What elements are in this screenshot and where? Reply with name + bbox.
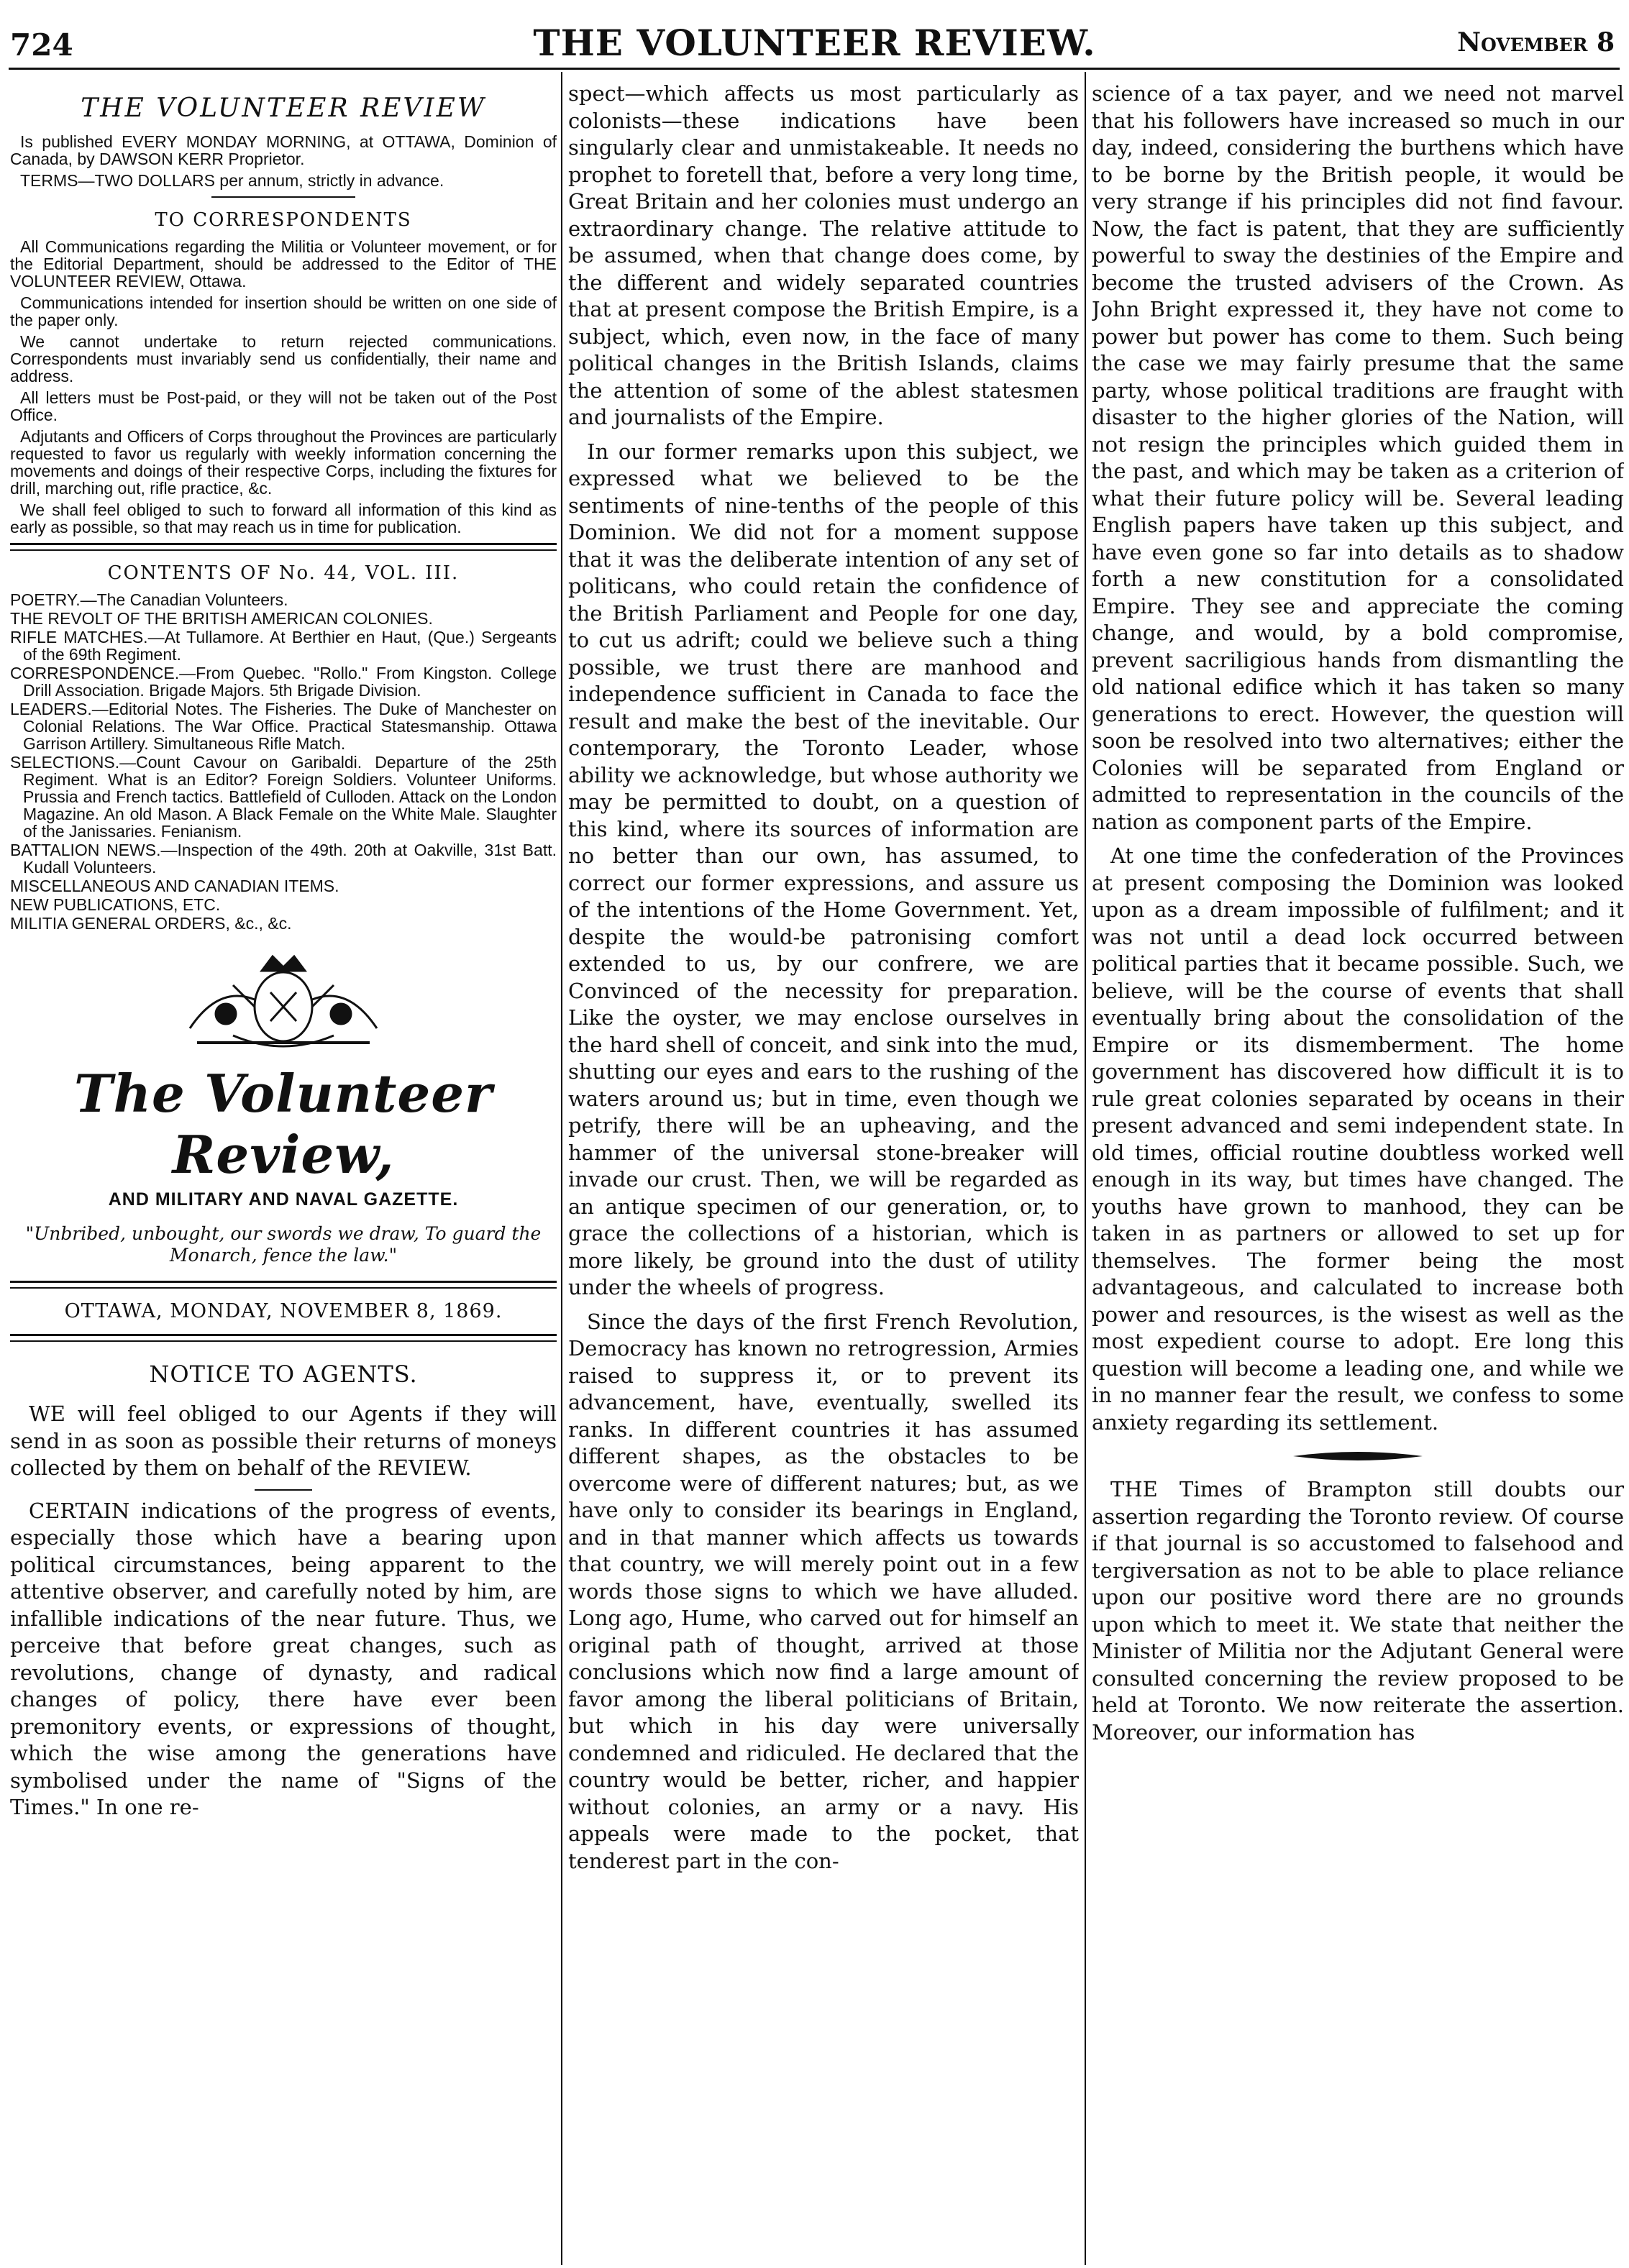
- running-title: THE VOLUNTEER REVIEW.: [533, 22, 1096, 64]
- column-3: [1092, 81, 1624, 2267]
- contents-item: BATTALION NEWS.—Inspection of the 49th. 20th at Oakville, 31st Batt. Kudall Volunteers.: [10, 841, 557, 877]
- editorial-paragraph: THE Times of Brampton still doubts our assertion regarding the Toronto review. Of course if that journal is so accustomed to falsehood and tergiversation as not to be able to place reliance upon our positive word there are no grounds upon which to meet it. We state that neither the Minister of Militia nor the Adjutant General were consulted concerning the review proposed to be held at Toronto. We now reiterate the assertion. Moreover, our information has: [1092, 1477, 1624, 1745]
- correspondents-paragraph: Adjutants and Officers of Corps throughout the Provinces are particularly requested to favor us regularly with weekly information concerning the movements and doings of their respective Corps, including the fixtures for drill, marching out, rifle practice, &c.: [10, 427, 557, 498]
- editorial-paragraph: Since the days of the first French Revolution, Democracy has known no retrogression, Armies raised to suppress it, or to prevent its advancement, have, eventually, swelled its ranks. In different countries it has assumed different shapes, as the obstacles to be overcome were of different natures; but, as we have only to consider its bearings in England, and in that manner which affects us towards that country, we will merely point out in a few words those signs to which we have alluded. Long ago, Hume, who carved out for himself an original path of thought, arrived at those conclusions which now find a large amount of favor among the liberal politicians of Britain, but which in his day were universally condemned and ridiculed. He declared that the country would be better, richer, and happier without colonies, an army or a navy. His appeals were made to the pocket, that tenderest part in the con-: [568, 1309, 1079, 1873]
- masthead-title: The Volunteer Review,: [74, 1063, 493, 1185]
- contents-item: NEW PUBLICATIONS, ETC.: [10, 895, 221, 914]
- editorial-paragraph: At one time the confederation of the Provinces at present composing the Dominion was looked upon as a dream impossible of fulfilment; and it was not until a dead lock occurred between political parties that it became possible. Such, we believe, will be the course of events that shall eventually bring about the consolidation of the Empire or its dismemberment. The home government has discovered how difficult it is to rule great colonies separated by oceans in their present advanced and semi independent state. In old times, official routine doubtless worked well enough in its way, but times have changed. The youths have grown to manhood, they can be taken in as partners or allowed to set up for themselves. The former being the most advantageous, and calculated to increase both power and resources, is the wisest as well as the most expedient course to adopt. Ere long this question will become a leading one, and while we in no manner fear the result, we confess to some anxiety regarding its settlement.: [1092, 843, 1624, 1435]
- motto: "Unbribed, unbought, our swords we draw, To guard the Monarch, fence the law.": [25, 1223, 542, 1266]
- editorial-paragraph: spect—which affects us most particularly as colonists—these indications have been singularly clear and unmistakeable. It needs no prophet to foretell that, before a very long time, Great Britain and her colonies must undergo an extraordinary change. The relative attitude to be assumed, when that change does come, by the different and widely separated countries that at present compose the British Empire, is a subject, which, even now, in the face of many political changes in the British Islands, claims the attention of some of the ablest statesmen and journalists of the Empire.: [568, 81, 1079, 429]
- column-divider-1: [561, 72, 562, 2265]
- notice-title: NOTICE TO AGENTS.: [149, 1361, 418, 1388]
- contents-item: MISCELLANEOUS AND CANADIAN ITEMS.: [10, 877, 339, 895]
- column-divider-2: [1085, 72, 1086, 2265]
- correspondents-paragraph: We shall feel obliged to such to forward all information of this kind as early as possible, so that may reach us in time for publication.: [10, 500, 557, 536]
- masthead-subtitle: AND MILITARY AND NAVAL GAZETTE.: [108, 1189, 459, 1210]
- page-number: 724: [10, 27, 73, 63]
- editorial-paragraph: CERTAIN indications of the progress of events, especially those which have a bearing upon political circumstances, being apparent to the attentive observer, and carefully noted by him, are infallible indications of the near future. Thus, we perceive that before great changes, such as revolutions, change of dynasty, and radical changes of policy, there have ever been premonitory events, or expressions of thought, which the wise among the generations have symbolised under the name of "Signs of the Times." In one re-: [10, 1498, 557, 1819]
- contents-heading: CONTENTS OF No. 44, VOL. III.: [107, 562, 460, 584]
- double-rule: [10, 1334, 557, 1342]
- royal-arms-crest-icon: [147, 942, 420, 1057]
- section-separator-icon: [1293, 1449, 1423, 1463]
- correspondents-heading: TO CORRESPONDENTS: [155, 209, 412, 231]
- running-date: November 8: [1457, 27, 1615, 58]
- publisher-title: THE VOLUNTEER REVIEW: [81, 93, 486, 123]
- page-header: [0, 14, 1629, 65]
- editorial-paragraph: science of a tax payer, and we need not marvel that his followers have increased so much in our day, indeed, considering the burthens which have to be borne by the British people, it would be very strange if his principles did not find favour. Now, the fact is patent, that they are sufficiently powerful to sway the destinies of the Empire and become the trusted advisers of the Crown. As John Bright expressed it, they have not come to power but power has come to them. Such being the case we may fairly presume that the same party, whose political traditions are fraught with disaster to the higher glories of the Nation, will not resign the principles which guided them in the past, and which may be taken as a criterion of what their future policy will be. Several leading English papers have taken up this subject, and have even gone so far into details as to shadow forth a new constitution for a consolidated Empire. They see and appreciate the coming change, and would, by a bold compromise, prevent sacriligious hands from dismantling the old national edifice which it has taken so many generations to erect. However, the question will soon be resolved into two alternatives; either the Colonies will be separated from England or admitted to representation in the councils of the nation as component parts of the Empire.: [1092, 81, 1624, 834]
- dateline: OTTAWA, MONDAY, NOVEMBER 8, 1869.: [64, 1300, 503, 1322]
- contents-item: MILITIA GENERAL ORDERS, &c., &c.: [10, 914, 292, 933]
- column-1: [10, 81, 557, 2267]
- contents-item: RIFLE MATCHES.—At Tullamore. At Berthier en Haut, (Que.) Sergeants of the 69th Regiment.: [10, 628, 557, 664]
- header-rule: [9, 68, 1620, 70]
- correspondents-paragraph: All letters must be Post-paid, or they will not be taken out of the Post Office.: [10, 388, 557, 424]
- subscription-terms: TERMS—TWO DOLLARS per annum, strictly in advance.: [20, 171, 444, 190]
- contents-item: LEADERS.—Editorial Notes. The Fisheries. The Duke of Manchester on Colonial Relations. The War Office. Practical Statesmanship. Ottawa Garrison Artillery. Simultaneous Rifle Match.: [10, 700, 557, 753]
- separator: [255, 1489, 312, 1491]
- correspondents-notes: [10, 238, 557, 536]
- correspondents-paragraph: We cannot undertake to return rejected communications. Correspondents must invariably send us confidentially, their name and address.: [10, 332, 557, 385]
- double-rule: [10, 543, 557, 551]
- correspondents-paragraph: Communications intended for insertion should be written on one side of the paper only.: [10, 293, 557, 329]
- column-2: [568, 81, 1079, 2267]
- contents-list: [10, 591, 557, 932]
- publisher-info: Is published EVERY MONDAY MORNING, at OTTAWA, Dominion of Canada, by DAWSON KERR Proprietor.: [10, 132, 557, 168]
- notice-text: WE will feel obliged to our Agents if they will send in as soon as possible their returns of moneys collected by them on behalf of the REVIEW.: [10, 1402, 557, 1480]
- separator: [211, 196, 355, 198]
- contents-item: POETRY.—The Canadian Volunteers.: [10, 590, 288, 609]
- contents-item: THE REVOLT OF THE BRITISH AMERICAN COLONIES.: [10, 609, 433, 628]
- contents-item: CORRESPONDENCE.—From Quebec. "Rollo." From Kingston. College Drill Association. Brigade Majors. 5th Brigade Division.: [10, 664, 557, 700]
- contents-item: SELECTIONS.—Count Cavour on Garibaldi. Departure of the 25th Regiment. What is an Editor? Foreign Soldiers. Volunteer Uniforms. Prussia and French tactics. Battlefield of Culloden. Attack on the London Magazine. An old Mason. A Black Female on the White Male. Slaughter of the Janissaries. Fenianism.: [10, 753, 557, 841]
- double-rule: [10, 1281, 557, 1289]
- editorial-paragraph: In our former remarks upon this subject, we expressed what we believed to be the sentiments of nine-tenths of the people of this Dominion. We did not for a moment suppose that it was the deliberate intention of any set of politicans, who could retain the confidence of the British Parliament and People for one day, to cut us adrift; could we believe such a thing possible, we trust there are manhood and independence sufficient in Canada to face the result and make the best of the inevitable. Our contemporary, the Toronto Leader, whose ability we acknowledge, but whose authority we may be permitted to doubt, on a question of this kind, where its sources of information are no better than our own, has assumed, to correct our former expressions, and assure us of the intentions of the Home Government. Yet, despite the would-be patronising comfort extended to us, by our confrere, we are Convinced of the necessity for preparation. Like the oyster, we may enclose ourselves in the hard shell of conceit, and sink into the mud, shutting our eyes and ears to the rushing of the waters around us; but in time, even though we petrify, there will be an upheaving, and the hammer of the universal stone-breaker will invade our crust. Then, we will be regarded as an antique specimen of our generation, or, to grace the collections of a historian, which is more likely, be ground into the dust of utility under the wheels of progress.: [568, 439, 1079, 1299]
- correspondents-paragraph: All Communications regarding the Militia or Volunteer movement, or for the Editorial Department, should be addressed to the Editor of THE VOLUNTEER REVIEW, Ottawa.: [10, 237, 557, 291]
